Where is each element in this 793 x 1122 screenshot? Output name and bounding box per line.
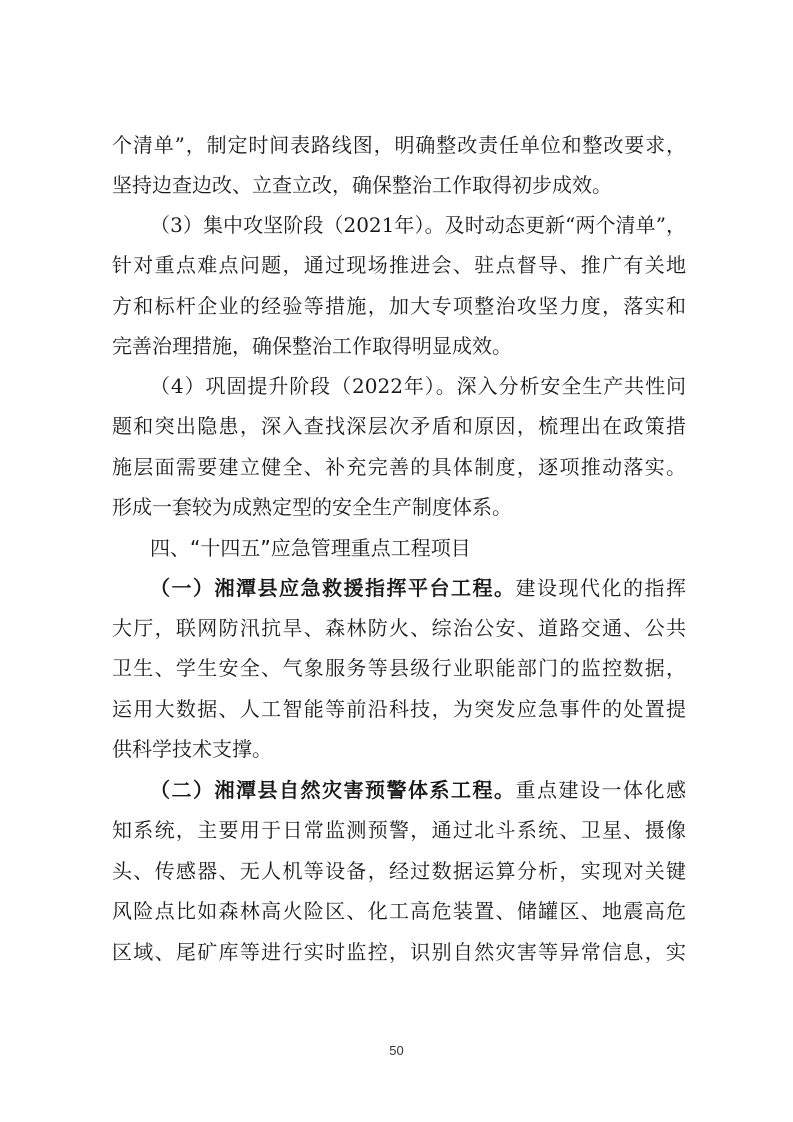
paragraph-line: 大厅，联网防汛抗旱、森林防火、综治公安、道路交通、公共 (112, 616, 686, 640)
paragraph-line: 头、传感器、无人机等设备，经过数据运算分析，实现对关键 (112, 859, 686, 883)
paragraph-line: （4）巩固提升阶段（2022年）。深入分析安全生产共性问 (150, 374, 686, 398)
item-1-first-line (150, 574, 686, 602)
section-heading: 四、“十四五”应急管理重点工程项目 (150, 536, 471, 560)
paragraph-line: 坚持边查边改、立查立改，确保整治工作取得初步成效。 (112, 173, 612, 197)
paragraph-line: 知系统，主要用于日常监测预警，通过北斗系统、卫星、摄像 (112, 818, 686, 842)
item-1-text: 建设现代化的指挥 (515, 576, 686, 600)
paragraph-line: 针对重点难点问题，通过现场推进会、驻点督导、推广有关地 (112, 253, 686, 277)
item-1-title: （一）湘潭县应急救援指挥平台工程。 (150, 576, 516, 600)
paragraph-line: 个清单”，制定时间表路线图，明确整改责任单位和整改要求， (112, 133, 686, 157)
paragraph-line: （3）集中攻坚阶段（2021年）。及时动态更新“两个清单”， (150, 213, 686, 237)
paragraph-line: 运用大数据、人工智能等前沿科技，为突发应急事件的处置提 (112, 697, 686, 721)
item-2-text: 重点建设一体化感 (515, 778, 686, 802)
paragraph-line: 方和标杆企业的经验等措施，加大专项整治攻坚力度，落实和 (112, 294, 686, 318)
paragraph-line: 形成一套较为成熟定型的安全生产制度体系。 (112, 495, 512, 519)
paragraph-line: 供科学技术支撑。 (112, 737, 272, 761)
item-2-first-line (150, 776, 686, 804)
paragraph-line: 施层面需要建立健全、补充完善的具体制度，逐项推动落实。 (112, 455, 686, 479)
page-number: 50 (389, 1043, 404, 1058)
paragraph-line: 完善治理措施，确保整治工作取得明显成效。 (112, 334, 512, 358)
item-2-title: （二）湘潭县自然灾害预警体系工程。 (150, 778, 516, 802)
paragraph-line: 题和突出隐患，深入查找深层次矛盾和原因，梳理出在政策措 (112, 414, 686, 438)
paragraph-line: 卫生、学生安全、气象服务等县级行业职能部门的监控数据， (112, 656, 686, 680)
paragraph-line: 风险点比如森林高火险区、化工高危装置、储罐区、地震高危 (112, 899, 686, 923)
paragraph-line: 区域、尾矿库等进行实时监控，识别自然灾害等异常信息，实 (112, 940, 686, 964)
